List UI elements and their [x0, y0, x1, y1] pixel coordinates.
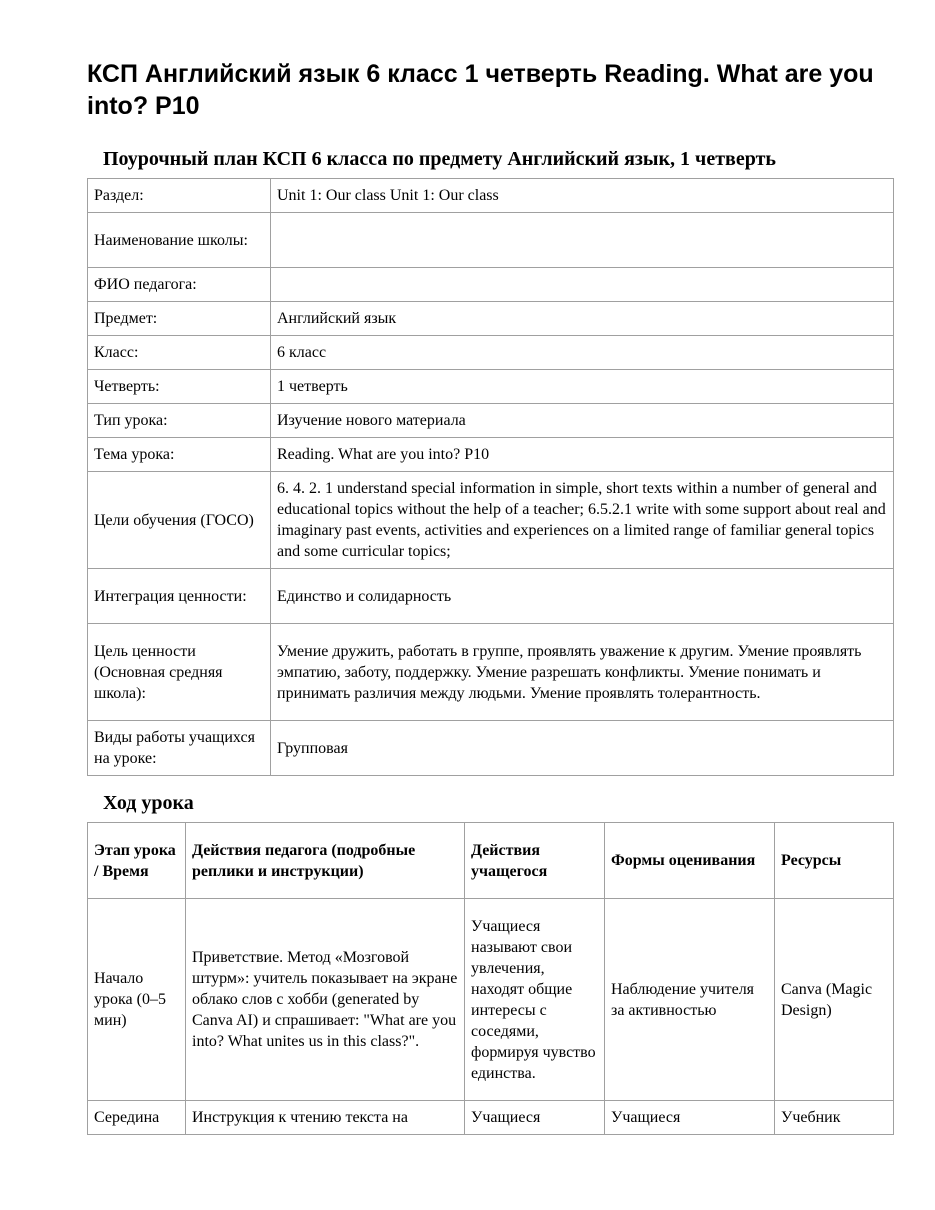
plan-heading: Поурочный план КСП 6 класса по предмету Английский язык, 1 четверть [103, 148, 776, 170]
table-row [88, 472, 894, 569]
document-title: КСП Английский язык 6 класс 1 четверть Reading. What are you into? P10 [87, 60, 874, 120]
table-row [88, 899, 894, 1101]
info-label: ФИО педагога: [88, 268, 271, 302]
info-value: 6 класс [271, 336, 894, 370]
info-label: Цель ценности (Основная средняя школа): [88, 624, 271, 721]
info-value: Изучение нового материала [271, 404, 894, 438]
info-label: Наименование школы: [88, 213, 271, 268]
table-row [88, 404, 894, 438]
table-cell: Учебник [775, 1101, 894, 1135]
info-label: Виды работы учащихся на уроке: [88, 721, 271, 776]
info-value: Умение дружить, работать в группе, проявлять уважение к другим. Умение проявлять эмпатию, заботу, поддержку. Умение разрешать конфликты. Умение понимать и принимать различия между людьми. Умение проявлять толерантность. [271, 624, 894, 721]
table-row [88, 370, 894, 404]
info-value: Единство и солидарность [271, 569, 894, 624]
table-row [88, 179, 894, 213]
table-row [88, 336, 894, 370]
table-row [88, 213, 894, 268]
info-label: Цели обучения (ГОСО) [88, 472, 271, 569]
lesson-flow-table [87, 822, 894, 1135]
info-value: 1 четверть [271, 370, 894, 404]
info-value [271, 213, 894, 268]
lesson-info-table [87, 178, 894, 776]
column-header: Ресурсы [775, 823, 894, 899]
table-cell: Наблюдение учителя за активностью [605, 899, 775, 1101]
table-cell: Начало урока (0–5 мин) [88, 899, 186, 1101]
table-header-row [88, 823, 894, 899]
document-page [87, 58, 893, 1135]
column-header: Формы оценивания [605, 823, 775, 899]
info-label: Раздел: [88, 179, 271, 213]
info-value [271, 268, 894, 302]
info-value: 6. 4. 2. 1 understand special information in simple, short texts within a number of general and educational topics without the help of a teacher; 6.5.2.1 write with some support about real and imaginary past events, activities and experiences on a limited range of familiar general topics and some curricular topics; [271, 472, 894, 569]
info-label: Предмет: [88, 302, 271, 336]
info-label: Тема урока: [88, 438, 271, 472]
table-row [88, 438, 894, 472]
info-value: Английский язык [271, 302, 894, 336]
info-value: Групповая [271, 721, 894, 776]
table-row [88, 569, 894, 624]
table-row [88, 1101, 894, 1135]
info-value: Unit 1: Our class Unit 1: Our class [271, 179, 894, 213]
table-cell: Приветствие. Метод «Мозговой штурм»: учитель показывает на экране облако слов с хобби (generated by Canva AI) и спрашивает: "What are you into? What unites us in this class?". [186, 899, 465, 1101]
table-row [88, 268, 894, 302]
info-label: Интеграция ценности: [88, 569, 271, 624]
table-cell: Инструкция к чтению текста на [186, 1101, 465, 1135]
table-row [88, 721, 894, 776]
table-cell: Canva (Magic Design) [775, 899, 894, 1101]
lesson-heading: Ход урока [103, 792, 194, 814]
column-header: Действия учащегося [465, 823, 605, 899]
column-header: Этап урока / Время [88, 823, 186, 899]
table-row [88, 624, 894, 721]
table-cell: Учащиеся называют свои увлечения, находят общие интересы с соседями, формируя чувство единства. [465, 899, 605, 1101]
table-cell: Учащиеся [465, 1101, 605, 1135]
info-label: Тип урока: [88, 404, 271, 438]
info-label: Класс: [88, 336, 271, 370]
column-header: Действия педагога (подробные реплики и инструкции) [186, 823, 465, 899]
table-row [88, 302, 894, 336]
table-cell: Учащиеся [605, 1101, 775, 1135]
info-label: Четверть: [88, 370, 271, 404]
table-cell: Середина [88, 1101, 186, 1135]
info-value: Reading. What are you into? P10 [271, 438, 894, 472]
